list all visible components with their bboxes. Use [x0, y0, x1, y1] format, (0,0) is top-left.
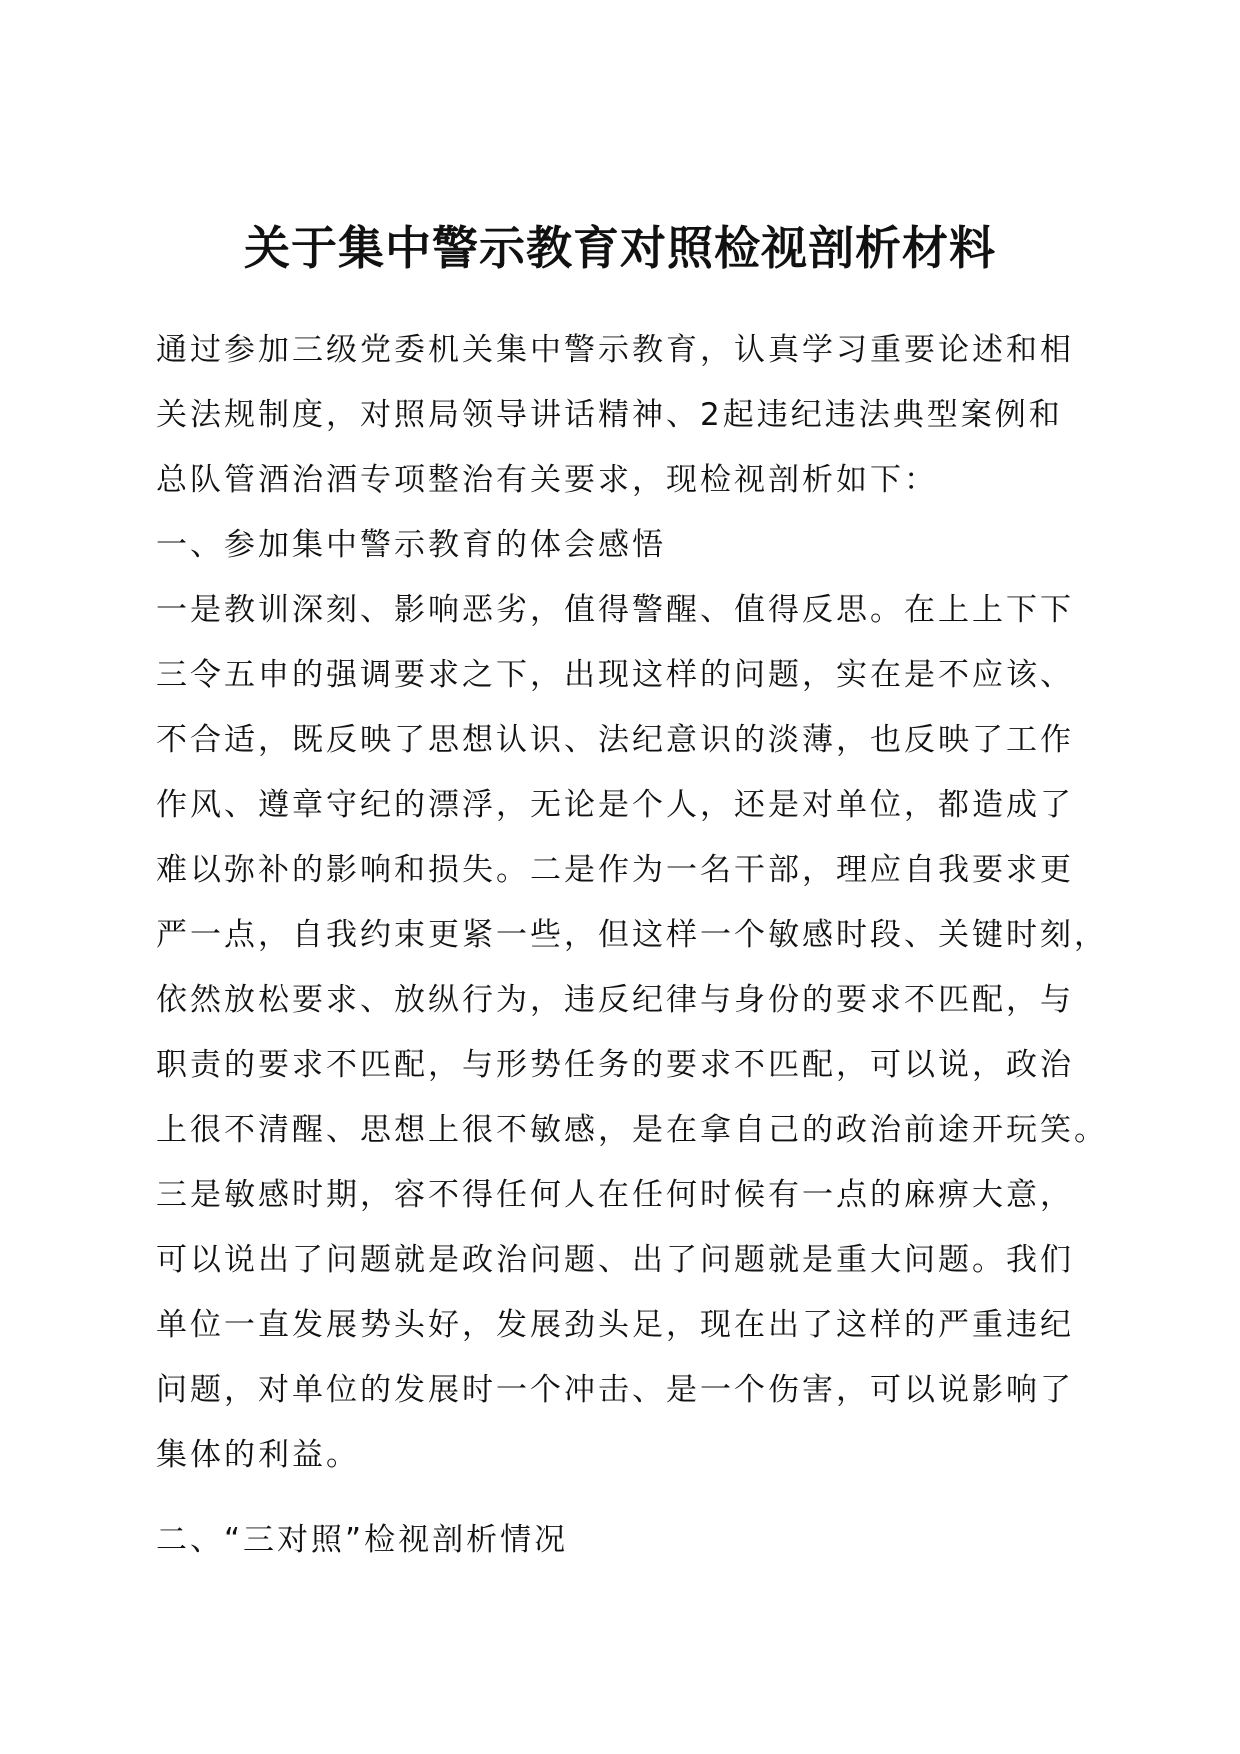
body-line: 问题，对单位的发展时一个冲击、是一个伤害，可以说影响了 [156, 1372, 1074, 1408]
body-line: 三是敏感时期，容不得任何人在任何时候有一点的麻痹大意， [156, 1177, 1074, 1213]
body-line: 集体的利益。 [156, 1437, 360, 1473]
body-line: 单位一直发展势头好，发展劲头足，现在出了这样的严重违纪 [156, 1307, 1074, 1343]
body-line: 关法规制度，对照局领导讲话精神、2起违纪违法典型案例和 [156, 397, 1063, 433]
body-line: 可以说出了问题就是政治问题、出了问题就是重大问题。我们 [156, 1242, 1074, 1278]
section-heading-2: 二、“三对照”检视剖析情况 [156, 1522, 569, 1558]
body-line: 上很不清醒、思想上很不敏感，是在拿自己的政治前途开玩笑。 [156, 1112, 1108, 1148]
body-line: 职责的要求不匹配，与形势任务的要求不匹配，可以说，政治 [156, 1047, 1074, 1083]
body-line: 依然放松要求、放纵行为，违反纪律与身份的要求不匹配，与 [156, 982, 1074, 1018]
body-line: 作风、遵章守纪的漂浮，无论是个人，还是对单位，都造成了 [156, 787, 1074, 823]
body-line: 总队管酒治酒专项整治有关要求，现检视剖析如下： [156, 462, 938, 498]
body-line: 难以弥补的影响和损失。二是作为一名干部，理应自我要求更 [156, 852, 1074, 888]
document-body [156, 318, 1108, 1573]
section-heading-1: 一、参加集中警示教育的体会感悟 [156, 527, 666, 563]
body-line: 严一点，自我约束更紧一些，但这样一个敏感时段、关键时刻， [156, 917, 1108, 953]
body-line: 一是教训深刻、影响恶劣，值得警醒、值得反思。在上上下下 [156, 592, 1074, 628]
body-line: 三令五申的强调要求之下，出现这样的问题，实在是不应该、 [156, 657, 1074, 693]
document-title: 关于集中警示教育对照检视剖析材料 [244, 221, 996, 275]
body-line: 通过参加三级党委机关集中警示教育，认真学习重要论述和相 [156, 332, 1074, 368]
body-line: 不合适，既反映了思想认识、法纪意识的淡薄，也反映了工作 [156, 722, 1074, 758]
